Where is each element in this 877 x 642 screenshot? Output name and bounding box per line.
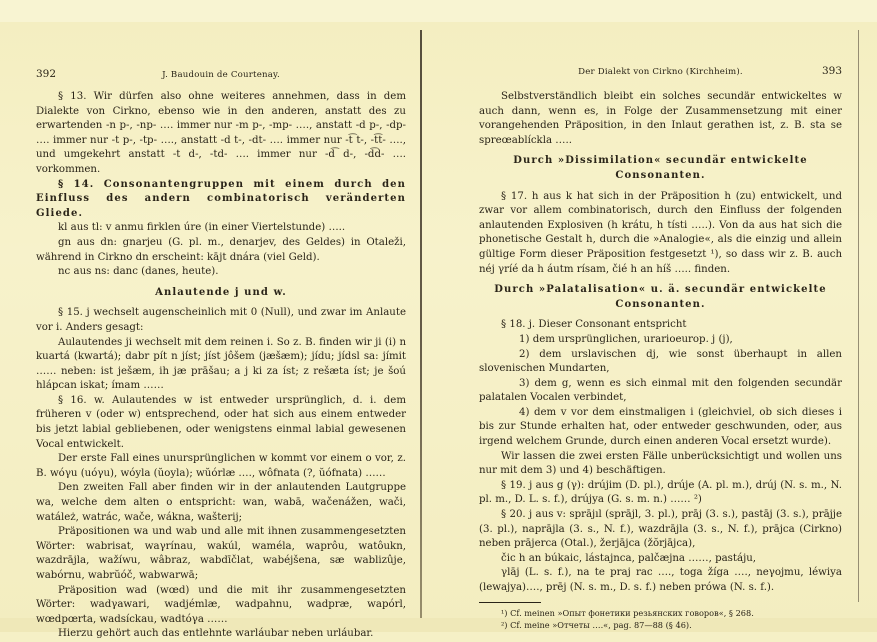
paragraph: Der erste Fall eines unursprünglichen w kommt vor einem o vor, z. B. wóγu (uóγu), wóyla (ŭoyla); wŭórlæ …., wôfnata (?, ŭófnata) …… (36, 453, 406, 479)
page-edge (858, 30, 859, 602)
page-number: 393 (821, 65, 842, 77)
item-14: nc aus ns: danc (danes, heute). (58, 266, 219, 278)
left-page (36, 60, 406, 642)
page-number: 392 (36, 68, 57, 80)
footnote-rule (479, 602, 541, 603)
footnote: ²) Cf. meine »Отчеты ….«, pag. 87—88 (§ 46). (501, 619, 692, 630)
paragraph: Präpositionen wa und wab und alle mit ihnen zusammengesetzten Wörter: wabrisat, waγrínau, wakúl, waméla, waprôu, watôukn, wazdrājla, wažíwu, wâbraz, wabdīčlat, wabéjšena, sæ wablizûje, wabórnu, wabrŭóč, wabwarwā; (36, 526, 406, 581)
right-page-header (479, 60, 842, 90)
paragraph: Präposition wad (wœd) und die mit ihr zusammengesetzten Wörter: wadγawari, wadjémlæ, wadpahnu, wadpræ, wapórl, wœdpœrta, wadsíckau, wadtóγa …… (36, 584, 406, 625)
paragraph: Hierzu gehört auch das entlehnte warláubar neben urláubar. (58, 628, 374, 640)
section-title: Anlautende j und w. (155, 286, 287, 298)
footnote: ¹) Cf. meinen »Опыт фонетики резьянских говоров«, § 268. (501, 607, 754, 618)
left-page-header (36, 60, 406, 90)
paragraph-19: § 19. j aus g (γ): drújim (D. pl.), drúje (A. pl. m.), drúj (N. s. m., N. pl. m., D. L. s. f.), drújya (G. s. m. n.) …… ²) (479, 479, 842, 506)
right-page (479, 60, 842, 631)
item-14: gn aus dn: gnarjeu (G. pl. m., denarjev, des Geldes) in Otaleži, während in Cirkno dn erscheint: kājt dnára (viel Geld). (36, 236, 406, 263)
paragraph-16: § 16. w. Aulautendes w ist entweder ursprünglich, d. i. dem früheren v (oder w) entsprechend, oder hat sich aus einem entweder bis jetzt labial gebliebenen, oder wenigstens einmal labial gewesenen Vocal entwickelt. (36, 394, 406, 450)
paragraph-20: § 20. j aus v: sprājıl (sprājl, 3. pl.), prāj (3. s.), pastāj (3. s.), prājje (3. pl.), naprājla (3. s., N. f.), wazdrājla (3. s., N. f.), prājca (Cirkno) neben prājerca (Otal.), žerjājca (žŏrjājca), (479, 509, 842, 550)
paragraph-18: § 18. j. Dieser Consonant entspricht (501, 319, 687, 331)
list-item: 1) dem ursprünglichen, urarioeurop. j (j), (519, 333, 733, 345)
paragraph: Aulautendes ji wechselt mit dem reinen i. So z. B. finden wir ji (i) n kuartá (kwartá); dabr pít n jíst; jíst jôšem (jæšæm); jídu; jídsl sa: jímit …… neben: ist ješæm, ih jæ prāšau; a j ki za íst; z rešæta íst; je šoú hlápcan iskat; ímam …… (36, 336, 406, 392)
running-head: J. Baudouin de Courtenay. (162, 70, 280, 80)
book-gutter (420, 30, 422, 632)
paragraph-13: § 13. Wir dürfen also ohne weiteres annehmen, dass in dem Dialekte von Cirkno, ebenso wie in den anderen, anstatt des zu erwartenden -n p-, -np- …. immer nur -m p-, -mp- …., anstatt -d p-, -dp- …. immer nur -t p-, -tp- …., anstatt -d t-, -dt- …. immer nur -t͡ t-, -t͡t- …., und umgekehrt anstatt -t d-, -td- …. immer nur -d͡ d-, -d͡d- …. vorkommen. (36, 91, 406, 175)
paragraph-17: § 17. h aus k hat sich in der Präposition h (zu) entwickelt, und zwar vor allem combinatorisch, durch den Einfluss der folgenden anlautenden Explosiven (h krátu, h tísti …..). Von da aus hat sich die phonetische Gestalt h, durch die »Analogie«, als die einzig und allein gültige Form dieser Präposition festgesetzt ¹), so dass wir z. B. auch néj γríé da h áutm rísam, čié h an híš ….. finden. (479, 190, 842, 275)
paragraph-intro: Selbstverständlich bleibt ein solches secundär entwickeltes w auch dann, wenn es, in Folge der Zusammensetzung mit einer vorangehenden Präposition, in den Inlaut gerathen ist, z. B. sta se spreœablíckla ….. (479, 91, 842, 146)
running-head: Der Dialekt von Cirkno (Kirchheim). (578, 67, 743, 77)
item-14: kl aus tl: v anmu firklen úre (in einer Viertelstunde) ….. (58, 222, 346, 234)
list-item: 4) dem v vor dem einstmaligen i (gleichviel, ob sich dieses i bis zur Stunde erhalten hat, oder entweder geschwunden, oder, aus irgend welchem Grunde, durch einen anderen Vocal ersetzt wurde). (479, 406, 842, 448)
paragraph: čic h an búkaic, lástajnca, palčæjna ……, pastáju, (501, 552, 757, 564)
heading-dissimilation: Durch »Dissimilation« secundär entwickelte Consonanten. (513, 155, 808, 181)
list-item: 3) dem g, wenn es sich einmal mit den folgenden secundär palatalen Vocalen verbindet, (479, 377, 842, 404)
heading-palatalisation: Durch »Palatalisation« u. ä. secundär entwickelte Consonanten. (494, 284, 827, 310)
paragraph: γlāj (L. s. f.), na te praj rac …., toga žíga …., neγojmu, léwiya (lewajya)…., prēj (N. s. m., D. s. f.) neben prówa (N. s. f.). (479, 567, 842, 593)
paragraph: Wir lassen die zwei ersten Fälle unberücksichtigt und wollen uns nur mit dem 3) und 4) beschäftigen. (479, 450, 842, 477)
paragraph: Den zweiten Fall aber finden wir in der anlautenden Lautgruppe wa, welche dem alten o entspricht: wan, wabā, wačenážen, wači, watáleż, watrác, wače, wákna, wašterij; (36, 482, 406, 523)
heading-14: § 14. Consonantengruppen mit einem durch den Einfluss des andern combinatorisch veränderten Gliede. (36, 178, 406, 219)
scan-top-margin (0, 0, 877, 22)
paragraph-15: § 15. j wechselt augenscheinlich mit 0 (Null), und zwar im Anlaute vor i. Anders gesagt: (36, 307, 406, 333)
list-item: 2) dem urslavischen dj, wie sonst überhaupt in allen slovenischen Mundarten, (479, 348, 842, 375)
